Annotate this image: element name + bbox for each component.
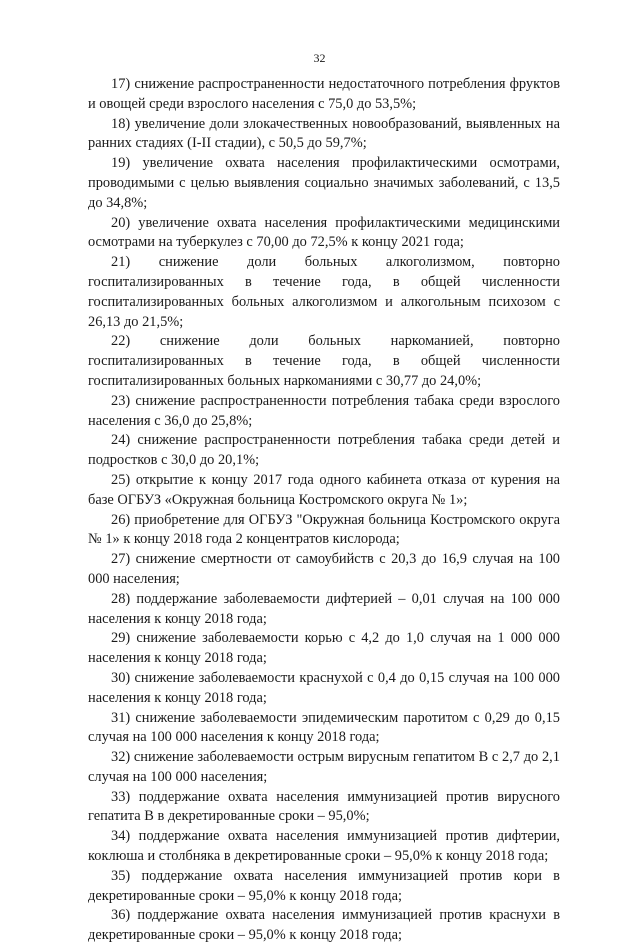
list-item [88,431,560,471]
page-number: 32 [313,51,326,65]
item-number: 17) [111,76,131,92]
list-item [88,253,560,332]
item-text: снижение доли больных алкоголизмом, повторно госпитализированных в течение года, в общей численности госпитализированных больных алкоголизмом и алкогольным психозом с 26,13 до 21,5%; [88,254,560,330]
document-body [88,75,560,946]
item-text: снижение заболеваемости острым вирусным гепатитом В с 2,7 до 2,1 случая на 100 000 населения; [88,749,560,785]
item-number: 35) [111,867,131,884]
list-item [88,214,560,254]
item-text: снижение смертности от самоубийств с 20,3 до 16,9 случая на 100 000 населения; [88,551,560,587]
item-number: 28) [111,590,131,607]
item-number: 26) [111,511,131,528]
list-item [88,709,560,749]
item-number: 34) [111,828,131,845]
list-item [88,392,560,432]
list-item [88,75,560,115]
item-text: снижение распространенности потребления табака среди взрослого населения с 36,0 до 25,8%; [88,392,560,429]
item-text: снижение заболеваемости краснухой с 0,4 до 0,15 случая на 100 000 населения к концу 2018 года; [88,669,560,706]
list-item [88,511,560,551]
item-number: 32) [111,749,131,766]
item-text: поддержание охвата населения иммунизацией против кори в декретированные сроки – 95,0% к концу 2018 года; [88,867,560,904]
list-item [88,332,560,391]
list-item [88,590,560,630]
item-text: поддержание охвата населения иммунизацией против краснухи в декретированные сроки – 95,0% к концу 2018 года; [88,907,560,944]
list-item [88,788,560,828]
item-text: поддержание охвата населения иммунизацией против вирусного гепатита В в декретированные сроки – 95,0%; [88,788,560,825]
item-number: 22) [111,333,131,350]
item-number: 27) [111,551,131,568]
item-text: поддержание охвата населения иммунизацией против дифтерии, коклюша и столбняка в декретированные сроки – 95,0% к концу 2018 года; [88,828,560,865]
item-text: увеличение охвата населения профилактическими осмотрами, проводимыми с целью выявления социально значимых заболеваний, с 13,5 до 34,8%; [88,155,560,211]
item-number: 19) [111,155,131,172]
list-item [88,629,560,669]
item-text: приобретение для ОГБУЗ "Окружная больница Костромского округа № 1» к концу 2018 года 2 концентратов кислорода; [88,511,560,548]
list-item [88,550,560,590]
item-number: 36) [111,907,131,924]
list-item [88,748,560,788]
list-item [88,471,560,511]
list-item [88,115,560,155]
item-text: снижение распространенности недостаточного потребления фруктов и овощей среди взрослого населения с 75,0 до 53,5%; [88,76,560,112]
list-item [88,827,560,867]
item-text: увеличение доли злокачественных новообразований, выявленных на ранних стадиях (I-II стадии), с 50,5 до 59,7%; [88,115,560,152]
item-text: снижение распространенности потребления табака среди детей и подростков с 30,0 до 20,1%; [88,432,560,469]
item-number: 31) [111,709,131,726]
item-text: увеличение охвата населения профилактическими медицинскими осмотрами на туберкулез с 70,00 до 72,5% к концу 2021 года; [88,214,560,251]
list-item [88,154,560,213]
item-text: снижение заболеваемости корью с 4,2 до 1,0 случая на 1 000 000 населения к концу 2018 года; [88,630,560,667]
item-number: 29) [111,630,131,647]
list-item [88,906,560,946]
item-text: поддержание заболеваемости дифтерией – 0,01 случая на 100 000 населения к концу 2018 года; [88,590,560,627]
item-number: 30) [111,669,131,686]
list-item [88,669,560,709]
list-item [88,867,560,907]
item-number: 23) [111,392,131,409]
item-text: открытие к концу 2017 года одного кабинета отказа от курения на базе ОГБУЗ «Окружная больница Костромского округа № 1»; [88,471,560,508]
item-number: 21) [111,254,131,271]
item-text: снижение заболеваемости эпидемическим паротитом с 0,29 до 0,15 случая на 100 000 населения к концу 2018 года; [88,709,560,746]
item-number: 24) [111,432,131,449]
item-number: 33) [111,788,131,805]
item-number: 18) [111,115,131,132]
item-text: снижение доли больных наркоманией, повторно госпитализированных в течение года, в общей численности госпитализированных больных наркоманиями с 30,77 до 24,0%; [88,333,560,389]
item-number: 25) [111,471,131,488]
item-number: 20) [111,214,131,231]
